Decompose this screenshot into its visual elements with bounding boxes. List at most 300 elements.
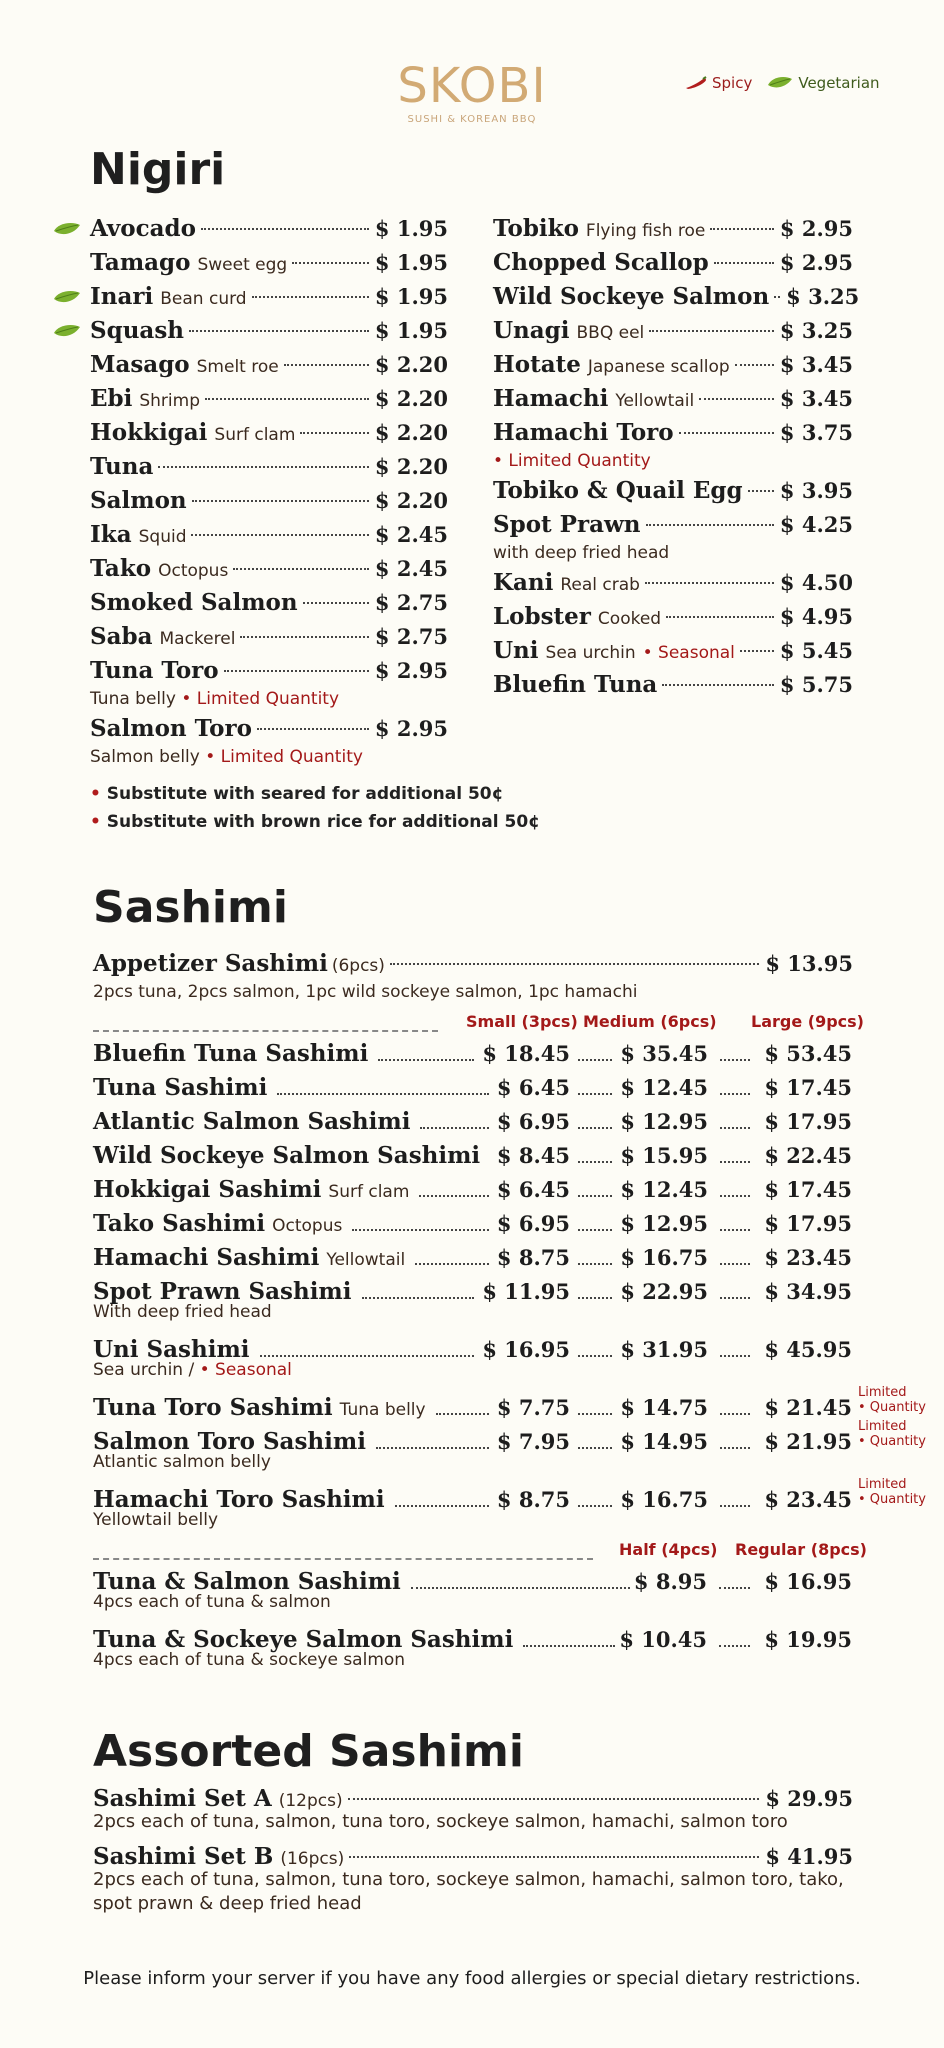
nigiri-item [90,450,448,484]
leader-dots [257,728,369,730]
price-small: $ 8.45 [496,1143,570,1168]
menu-row [90,586,448,620]
sashimi-heading: Sashimi [93,882,288,933]
price-small: $ 8.75 [496,1487,570,1512]
leader-dots [720,1505,750,1507]
leader-dots [260,1355,475,1357]
price-large: $ 21.45 [764,1395,852,1420]
item-price: $ 1.95 [374,250,448,275]
leader-dots [720,1447,750,1449]
nigiri-item [493,314,853,348]
item-name: Bluefin Tuna Sashimi [93,1040,369,1067]
subtext-note: With deep fried head [93,1302,272,1322]
price-medium: $ 12.95 [620,1109,708,1134]
leader-dots [192,500,369,502]
price-large: $ 45.95 [764,1337,852,1362]
item-name: Atlantic Salmon Sashimi [93,1108,411,1135]
item-name: Avocado [90,215,196,242]
item-subtext [90,688,448,710]
menu-row [90,620,448,654]
subtext-note: Sea urchin / [93,1360,200,1380]
item-price: $ 2.75 [374,590,448,615]
leader-dots [578,1263,612,1265]
nigiri-item [493,212,853,246]
leader-dots [411,1587,630,1589]
item-subtext: 2pcs each of tuna, salmon, tuna toro, sockeye salmon, hamachi, salmon toro [93,1811,788,1832]
leader-dots [578,1093,612,1095]
item-name: Lobster [493,603,591,630]
price-medium: $ 16.75 [620,1245,708,1270]
item-description: Octopus [158,561,229,581]
vegetarian-leaf-icon [52,221,82,239]
menu-row [493,212,853,246]
item-name: Hamachi Toro [493,419,674,446]
limited-quantity-tag: • Limited Quantity [493,451,651,471]
chili-pepper-icon [684,76,708,90]
price-large: $ 23.45 [764,1245,852,1270]
leader-dots [578,1355,612,1357]
leader-dots [578,1195,612,1197]
menu-row [493,600,853,634]
leaf-icon [766,75,794,91]
item-name: Tobiko [493,215,579,242]
price-large: $ 17.95 [764,1109,852,1134]
price-large: $ 23.45 [764,1487,852,1512]
item-description: Japanese scallop [587,357,730,377]
nigiri-item [493,280,860,314]
item-name: Appetizer Sashimi [93,950,328,977]
price-small: $ 6.45 [496,1075,570,1100]
allergy-notice: Please inform your server if you have any food allergies or special dietary restrictions. [83,1968,861,1989]
item-price: $ 3.45 [779,386,853,411]
item-name: Spot Prawn [493,511,641,538]
menu-row [90,518,448,552]
limited-quantity-note [858,1385,926,1415]
item-price: $ 1.95 [374,216,448,241]
item-name: Tuna Sashimi [93,1074,268,1101]
menu-row [493,508,853,542]
menu-row [90,348,448,382]
item-subtext: spot prawn & deep fried head [93,1893,362,1914]
legend-spicy-label: Spicy [712,74,753,92]
item-price: $ 4.95 [779,604,853,629]
leader-dots [578,1297,612,1299]
leader-dots [740,650,774,652]
item-name: Tako [90,555,152,582]
leader-dots [390,963,759,965]
leader-dots [720,1093,750,1095]
leader-dots [720,1263,750,1265]
price-half: $ 8.95 [633,1569,707,1594]
nigiri-item [90,620,448,654]
item-price: $ 2.95 [374,716,448,741]
item-name: Saba [90,623,153,650]
leader-dots [720,1161,750,1163]
leader-dots [679,432,774,434]
nigiri-item [90,212,448,246]
leader-dots [720,1413,750,1415]
price-small: $ 18.45 [482,1041,570,1066]
item-price: $ 3.75 [779,420,853,445]
sashimi-row [0,1173,944,1207]
leader-dots [240,636,368,638]
item-name: Hamachi [493,385,609,412]
subtext-note: Salmon belly [90,747,206,767]
item-name: Ika [90,521,132,548]
item-pcs: (16pcs) [280,1849,345,1869]
menu-row [93,1840,853,1874]
item-name: Wild Sockeye Salmon [493,283,770,310]
leader-dots [666,616,774,618]
price-medium: $ 12.95 [620,1211,708,1236]
menu-row [90,484,448,518]
nigiri-notes [90,780,540,836]
note-seared: • Substitute with seared for additional 50¢ [90,784,504,804]
leader-dots [646,524,774,526]
seasonal-tag: • Seasonal [199,1360,292,1380]
leader-dots [436,1413,489,1415]
item-price: $ 3.45 [779,352,853,377]
price-regular: $ 16.95 [764,1569,852,1594]
leader-dots [205,398,369,400]
item-price: $ 4.50 [779,570,853,595]
price-large: $ 22.45 [764,1143,852,1168]
leader-dots [720,1195,750,1197]
leader-dots [349,1856,759,1858]
sashimi-row [0,1105,944,1139]
nigiri-item [90,348,448,382]
appetizer-sashimi [93,947,853,1003]
item-price: $ 3.25 [786,284,860,309]
menu-row [90,212,448,246]
leader-dots [720,1059,750,1061]
item-description: Real crab [560,575,640,595]
item-description: Sweet egg [197,255,288,275]
leader-dots [376,1447,489,1449]
menu-row [493,668,853,702]
price-small: $ 8.75 [496,1245,570,1270]
price-medium: $ 35.45 [620,1041,708,1066]
nigiri-item [90,382,448,416]
item-description: Mackerel [159,629,236,649]
leader-dots [578,1161,612,1163]
item-subtext [493,450,853,472]
leader-dots [378,1059,474,1061]
leader-dots [699,398,774,400]
item-price: $ 1.95 [374,318,448,343]
menu-row [90,314,448,348]
leader-dots [714,262,774,264]
leader-dots [415,1263,489,1265]
leader-dots [252,296,369,298]
price-regular: $ 19.95 [764,1627,852,1652]
limited-quantity-note [858,1477,926,1507]
item-name: Hamachi Sashimi [93,1244,320,1271]
item-price: $ 4.25 [779,512,853,537]
price-small: $ 6.95 [496,1211,570,1236]
price-large: $ 21.95 [764,1429,852,1454]
assorted-sashimi-heading: Assorted Sashimi [93,1726,524,1777]
price-medium: $ 12.45 [620,1177,708,1202]
leader-dots [292,262,369,264]
item-description: Shrimp [139,391,200,411]
price-large: $ 17.95 [764,1211,852,1236]
nigiri-item [90,416,448,450]
leader-dots [774,296,780,298]
item-description: BBQ eel [576,323,645,343]
item-name: Unagi [493,317,570,344]
price-medium: $ 22.95 [620,1279,708,1304]
quantity-label: • Quantity [858,1492,926,1507]
price-small: $ 7.95 [496,1429,570,1454]
limited-label: Limited [858,1419,907,1434]
leader-dots [189,330,369,332]
leader-dots [578,1229,612,1231]
item-price: $ 2.45 [374,556,448,581]
item-price: $ 2.75 [374,624,448,649]
nigiri-item [493,508,853,564]
leader-dots [720,1355,750,1357]
col-half-header: Half (4pcs) [619,1540,718,1559]
item-price: $ 2.95 [779,216,853,241]
leader-dots [662,684,774,686]
item-name: Wild Sockeye Salmon Sashimi [93,1142,481,1169]
nigiri-left-column [90,212,448,770]
item-description: Smelt roe [196,357,279,377]
item-name: Tako Sashimi [93,1210,266,1237]
menu-row [493,474,853,508]
item-name: Hamachi Toro Sashimi [93,1486,385,1513]
leader-dots [352,1229,489,1231]
item-name: Tuna [90,453,154,480]
item-subtext [93,1509,218,1531]
leader-dots [735,364,774,366]
price-medium: $ 14.75 [620,1395,708,1420]
assorted-item [93,1782,853,1834]
item-name-group [93,1173,409,1209]
item-name-group [93,1391,426,1427]
leader-dots [284,364,369,366]
item-description: Yellowtail [326,1250,406,1270]
leader-dots [191,534,368,536]
subtext-note: Atlantic salmon belly [93,1452,271,1472]
item-subtext: 4pcs each of tuna & sockeye salmon [93,1650,406,1670]
leader-dots [420,1127,488,1129]
item-subtext: 2pcs each of tuna, salmon, tuna toro, sockeye salmon, hamachi, salmon toro, tako, [93,1869,844,1890]
nigiri-item [493,348,853,382]
item-price: $ 2.20 [374,352,448,377]
item-description: Squid [138,527,187,547]
leader-dots [645,582,774,584]
nigiri-item [90,246,448,280]
item-name: Masago [90,351,190,378]
nigiri-item [493,566,853,600]
item-price: $ 2.20 [374,386,448,411]
sashimi-row [0,1071,944,1105]
menu-row [493,634,853,668]
sashimi-row [0,1385,944,1425]
price-medium: $ 14.95 [620,1429,708,1454]
item-name: Hokkigai Sashimi [93,1176,322,1203]
leader-dots [303,602,369,604]
item-name-group [93,1037,368,1073]
nigiri-item [90,654,448,710]
subtext-note: with deep fried head [493,543,670,563]
menu-row [493,416,853,450]
item-description: Sea urchin [545,643,636,663]
leader-dots [277,1093,489,1095]
sashimi-row [0,1241,944,1275]
quantity-label: • Quantity [858,1434,926,1449]
item-name: Tuna & Sockeye Salmon Sashimi [93,1626,514,1653]
assorted-item [93,1840,853,1916]
menu-row [90,450,448,484]
leader-dots [720,1229,750,1231]
leader-dots [719,1645,750,1647]
menu-row [493,348,853,382]
item-subtext: 2pcs tuna, 2pcs salmon, 1pc wild sockeye salmon, 1pc hamachi [93,982,638,1002]
item-subtext [493,542,853,564]
nigiri-item [493,600,853,634]
item-price: $ 2.95 [374,658,448,683]
menu-row [493,280,860,314]
legend-vegetarian-label: Vegetarian [798,74,880,92]
leader-dots [362,1297,475,1299]
menu-row [493,246,853,280]
menu-row [90,654,448,688]
item-description: Flying fish roe [585,221,706,241]
item-description: Yellowtail [615,391,695,411]
leader-dots [419,1195,489,1197]
vegetarian-leaf-icon [52,289,82,307]
item-name: Spot Prawn Sashimi [93,1278,352,1305]
item-pcs: (12pcs) [278,1791,343,1811]
item-price: $ 2.45 [374,522,448,547]
leader-dots [300,432,369,434]
item-name-group [93,1139,480,1175]
leader-dots [233,568,369,570]
leader-dots [578,1059,612,1061]
limited-quantity-tag: • Limited Quantity [205,747,363,767]
dietary-legend [684,74,880,92]
price-large: $ 17.45 [764,1177,852,1202]
item-name: Kani [493,569,554,596]
item-price: $ 2.20 [374,420,448,445]
item-price: $ 3.95 [779,478,853,503]
divider-dashed [93,1030,438,1032]
item-price: $ 5.75 [779,672,853,697]
item-name: Tuna & Salmon Sashimi [93,1568,401,1595]
item-price: $ 41.95 [765,1844,853,1869]
col-regular-header: Regular (8pcs) [735,1540,867,1559]
menu-row [90,552,448,586]
price-small: $ 16.95 [482,1337,570,1362]
price-medium: $ 16.75 [620,1487,708,1512]
item-description: Surf clam [214,425,296,445]
subtext-note: Yellowtail belly [93,1510,219,1530]
price-large: $ 17.45 [764,1075,852,1100]
logo-wordmark: SKOBI [397,58,547,114]
price-small: $ 11.95 [482,1279,570,1304]
nigiri-item [493,382,853,416]
leader-dots [578,1447,612,1449]
nigiri-item [493,668,853,702]
leader-dots [224,670,369,672]
vegetarian-leaf-icon [52,323,82,341]
limited-label: Limited [858,1385,907,1400]
item-name: Tobiko & Quail Egg [493,477,743,504]
quantity-label: • Quantity [858,1400,926,1415]
leader-dots [649,330,774,332]
menu-row [90,382,448,416]
nigiri-item [90,586,448,620]
item-description: Surf clam [328,1182,410,1202]
menu-row [90,246,448,280]
item-name-group [93,1071,267,1107]
item-name: Squash [90,317,184,344]
item-name: Hotate [493,351,581,378]
nigiri-item [90,314,448,348]
sashimi-row [0,1037,944,1071]
col-large-header: Large (9pcs) [751,1012,864,1031]
leader-dots [720,1297,750,1299]
leader-dots [348,1798,760,1800]
menu-row [493,566,853,600]
item-pcs: (6pcs) [331,956,385,976]
item-description: Cooked [597,609,662,629]
leader-dots [748,490,774,492]
nigiri-item [90,552,448,586]
limited-label: Limited [858,1477,907,1492]
sashimi-row [0,1207,944,1241]
price-large: $ 34.95 [764,1279,852,1304]
item-subtext [93,1359,292,1381]
item-description: Bean curd [160,289,247,309]
item-price: $ 2.95 [779,250,853,275]
item-description: Tuna belly [339,1400,426,1420]
nigiri-item [493,246,853,280]
leader-dots [710,228,774,230]
item-name: Salmon Toro Sashimi [93,1428,366,1455]
price-half: $ 10.45 [619,1627,707,1652]
item-subtext [93,1451,271,1473]
item-subtext: 4pcs each of tuna & salmon [93,1592,331,1612]
menu-row [493,382,853,416]
price-large: $ 53.45 [764,1041,852,1066]
price-small: $ 6.45 [496,1177,570,1202]
assorted-sashimi-list [93,1782,853,1922]
item-name: Salmon Toro [90,715,252,742]
item-name-group [93,1207,342,1243]
item-price: $ 2.20 [374,454,448,479]
leader-dots [395,1505,489,1507]
item-name-group [93,1241,405,1277]
item-name: Bluefin Tuna [493,671,658,698]
leader-dots [158,466,369,468]
item-name: Uni Sashimi [93,1336,250,1363]
price-small: $ 6.95 [496,1109,570,1134]
item-name: Salmon [90,487,187,514]
leader-dots [720,1127,750,1129]
col-small-header: Small (3pcs) [466,1012,578,1031]
item-name: Hokkigai [90,419,208,446]
nigiri-item [90,280,448,314]
nigiri-item [493,474,853,508]
nigiri-item [493,416,853,472]
col-medium-header: Medium (6pcs) [583,1012,717,1031]
item-price: $ 13.95 [765,951,853,976]
nigiri-heading: Nigiri [90,144,226,195]
